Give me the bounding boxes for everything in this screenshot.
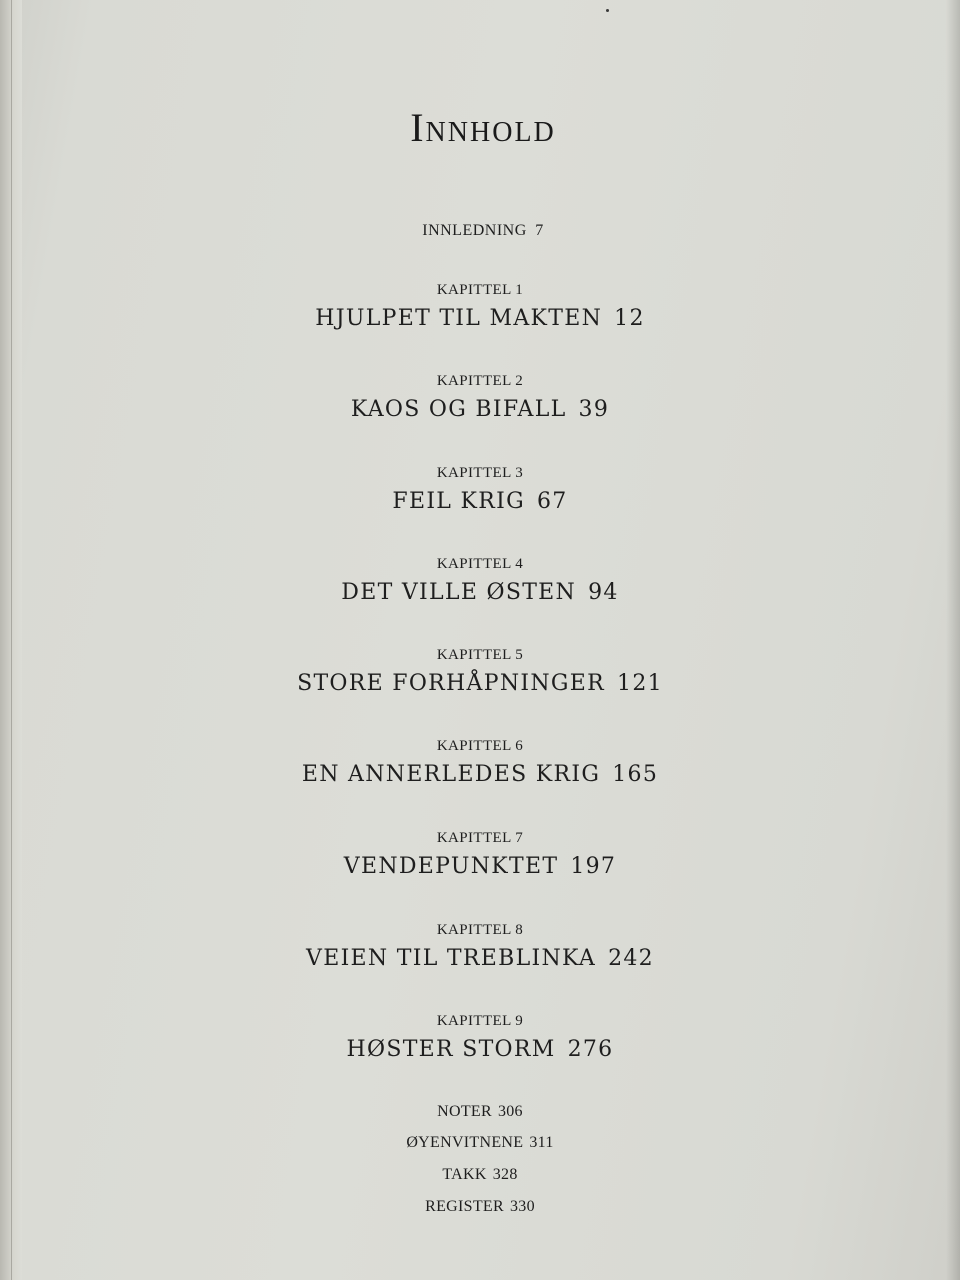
chapter-entry-1 — [0, 281, 960, 333]
chapter-title: DET VILLE ØSTEN — [341, 580, 577, 605]
chapter-page: 94 — [588, 580, 619, 605]
chapter-label: KAPITTEL 5 — [436, 647, 524, 663]
chapter-page: 197 — [570, 854, 617, 879]
chapter-title: EN ANNERLEDES KRIG — [301, 762, 601, 787]
chapter-entry-3 — [0, 464, 960, 516]
chapter-title: HØSTER STORM — [346, 1037, 556, 1062]
toc-intro-entry — [0, 222, 960, 240]
back-matter-notes — [0, 1103, 960, 1121]
intro-page: 7 — [535, 222, 544, 239]
chapter-page: 39 — [578, 397, 610, 422]
chapter-entry-6 — [0, 737, 960, 789]
chapter-title: VENDEPUNKTET — [343, 854, 559, 879]
toc-heading: Innhold — [410, 105, 556, 150]
chapter-label: KAPITTEL 6 — [436, 738, 524, 754]
chapter-page: 67 — [536, 489, 568, 514]
back-matter-page: 306 — [497, 1103, 523, 1120]
chapter-label: KAPITTEL 8 — [436, 922, 524, 938]
chapter-title: VEIEN TIL TREBLINKA — [306, 946, 597, 971]
chapter-label: KAPITTEL 2 — [436, 373, 524, 389]
chapter-page: 121 — [617, 671, 663, 696]
back-matter-page: 330 — [509, 1198, 535, 1215]
back-matter-page: 328 — [492, 1166, 518, 1183]
back-matter-index — [0, 1198, 960, 1216]
back-matter-thanks — [0, 1166, 960, 1184]
chapter-page: 242 — [608, 946, 654, 971]
chapter-page: 12 — [614, 306, 645, 331]
chapter-title: FEIL KRIG — [392, 489, 525, 514]
chapter-label: KAPITTEL 7 — [436, 830, 524, 846]
chapter-label: KAPITTEL 1 — [436, 282, 524, 298]
back-matter-page: 311 — [529, 1134, 554, 1151]
chapter-label: KAPITTEL 9 — [436, 1013, 524, 1029]
chapter-title: HJULPET TIL MAKTEN — [315, 306, 603, 331]
intro-label: INNLEDNING — [422, 222, 527, 239]
chapter-page: 165 — [612, 762, 659, 787]
back-matter-label: TAKK — [442, 1166, 487, 1183]
back-matter-label: ØYENVITNENE — [406, 1134, 524, 1151]
chapter-entry-5 — [0, 646, 960, 698]
chapter-entry-4 — [0, 555, 960, 607]
chapter-page: 276 — [567, 1037, 614, 1062]
back-matter-label: NOTER — [437, 1103, 492, 1120]
chapter-entry-7 — [0, 829, 960, 881]
back-matter-label: REGISTER — [425, 1198, 504, 1215]
chapter-title: STORE FORHÅPNINGER — [297, 671, 606, 696]
chapter-entry-9 — [0, 1012, 960, 1064]
chapter-label: KAPITTEL 4 — [436, 556, 524, 572]
back-matter-eyewitnesses — [0, 1134, 960, 1152]
chapter-title: KAOS OG BIFALL — [350, 397, 567, 422]
chapter-entry-8 — [0, 921, 960, 973]
chapter-label: KAPITTEL 3 — [436, 465, 524, 481]
chapter-entry-2 — [0, 372, 960, 424]
